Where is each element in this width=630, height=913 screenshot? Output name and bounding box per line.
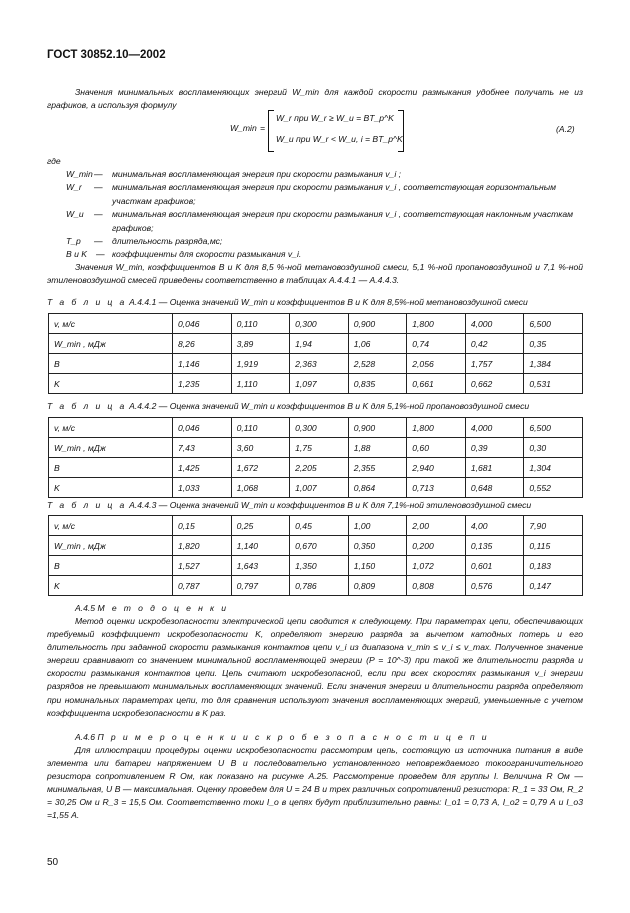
table-row <box>49 516 583 536</box>
table-cell: 4,000 <box>465 314 524 334</box>
formula-line-2: W_и при W_r < W_и, i = BT_p^K <box>276 134 403 144</box>
table-cell: 0,110 <box>231 314 290 334</box>
definitions-list <box>66 168 586 262</box>
table-cell: 2,363 <box>290 354 349 374</box>
table-cell: 0,110 <box>231 418 290 438</box>
caption-label: Т а б л и ц а <box>47 297 127 307</box>
table-cell: 1,150 <box>348 556 407 576</box>
table-2 <box>48 417 583 498</box>
table-cell: v, м/с <box>49 418 173 438</box>
definition-symbol: T_p <box>66 236 81 247</box>
table-cell: 0,797 <box>231 576 290 596</box>
table-row <box>49 418 583 438</box>
table-cell: 0,183 <box>524 556 583 576</box>
table-cell: 1,88 <box>348 438 407 458</box>
caption-text: А.4.4.1 — Оценка значений W_min и коэффициентов B и K для 8,5%-ной метановоздушной смеси <box>129 297 528 307</box>
table-cell: 1,919 <box>231 354 290 374</box>
table-cell: 2,056 <box>407 354 466 374</box>
formula-right-brace <box>398 110 404 152</box>
section-a46-heading <box>47 731 583 744</box>
section-a46-text: Для иллюстрации процедуры оценки искробезопасности рассмотрим цепь, состоящую из источника питания в виде элемента или батареи напряжением U B и последовательно установленного неповреждаемого токоограничительного резистора сопротивлением R Ом, как показано на рисунке А.25. Рассмотрение проведем для группы I. Величина R Ом — минимальная, U B — максимальная. Оценку проведем для U = 24 B и трех различных сопротивлений резистора: R_1 = 33 Ом, R_2 = 30,25 Ом и R_3 = 15,5 Ом. Соответственно токи I_o в цепях будут приблизительно равны: I_o1 = 0,73 А, I_o2 = 0,79 А и I_o3 =1,55 А. <box>47 745 583 821</box>
table-cell: W_min , мДж <box>49 438 173 458</box>
table-cell: 0,74 <box>407 334 466 354</box>
table-1-caption <box>47 297 587 307</box>
table-cell: 3,60 <box>231 438 290 458</box>
table-cell: K <box>49 576 173 596</box>
section-title: П р и м е р о ц е н к и и с к р о б е з о п а с н о с т и ц е п и <box>97 732 489 742</box>
table-cell: 0,35 <box>524 334 583 354</box>
table-cell: 0,900 <box>348 314 407 334</box>
table-cell: B <box>49 556 173 576</box>
table-cell: 1,033 <box>173 478 232 498</box>
definition-dash: — <box>96 249 105 260</box>
table-row <box>49 374 583 394</box>
definition-text: минимальная воспламеняющая энергия при скорости размыкания v_i , соответствующая горизонтальным участкам графиков; <box>112 182 556 206</box>
table-cell: 0,808 <box>407 576 466 596</box>
table-cell: 1,75 <box>290 438 349 458</box>
table-cell: 1,097 <box>290 374 349 394</box>
table-cell: 1,350 <box>290 556 349 576</box>
table-cell: 0,662 <box>465 374 524 394</box>
table-cell: 0,15 <box>173 516 232 536</box>
table-cell: 6,500 <box>524 314 583 334</box>
table-cell: 2,00 <box>407 516 466 536</box>
table-cell: 1,672 <box>231 458 290 478</box>
table-cell: 1,757 <box>465 354 524 374</box>
section-number: А.4.5 <box>75 603 96 613</box>
table-cell: 0,60 <box>407 438 466 458</box>
table-cell: 1,146 <box>173 354 232 374</box>
table-cell: 0,300 <box>290 314 349 334</box>
table-cell: 0,576 <box>465 576 524 596</box>
table-cell: 2,205 <box>290 458 349 478</box>
table-cell: 0,786 <box>290 576 349 596</box>
table-cell: 1,681 <box>465 458 524 478</box>
table-2-caption <box>47 401 587 411</box>
table-cell: 4,00 <box>465 516 524 536</box>
table-cell: 1,800 <box>407 314 466 334</box>
table-cell: 0,350 <box>348 536 407 556</box>
table-cell: 1,384 <box>524 354 583 374</box>
definition-item <box>66 168 586 181</box>
definition-text: минимальная воспламеняющая энергия при скорости размыкания v_i , соответствующая наклонным участкам графиков; <box>112 209 574 233</box>
table-3 <box>48 515 583 596</box>
table-cell: 0,864 <box>348 478 407 498</box>
table-cell: 1,140 <box>231 536 290 556</box>
table-row <box>49 354 583 374</box>
table-cell: 0,147 <box>524 576 583 596</box>
table-cell: 2,355 <box>348 458 407 478</box>
table-cell: 1,527 <box>173 556 232 576</box>
definition-dash: — <box>94 236 103 247</box>
caption-label: Т а б л и ц а <box>47 500 127 510</box>
table-cell: 1,06 <box>348 334 407 354</box>
formula-equals: = <box>260 123 266 133</box>
definition-dash: — <box>94 169 103 179</box>
caption-label: Т а б л и ц а <box>47 401 127 411</box>
table-cell: 1,425 <box>173 458 232 478</box>
table-cell: B <box>49 458 173 478</box>
definition-item <box>66 248 586 261</box>
table-cell: 2,940 <box>407 458 466 478</box>
table-cell: 3,89 <box>231 334 290 354</box>
table-cell: 0,900 <box>348 418 407 438</box>
table-row <box>49 458 583 478</box>
formula-left-brace <box>268 110 274 152</box>
document-header: ГОСТ 30852.10—2002 <box>47 49 166 61</box>
table-cell: 1,110 <box>231 374 290 394</box>
table-cell: 1,800 <box>407 418 466 438</box>
table-cell: 6,500 <box>524 418 583 438</box>
table-cell: 1,820 <box>173 536 232 556</box>
table-row <box>49 556 583 576</box>
table-cell: 0,601 <box>465 556 524 576</box>
table-cell: 8,26 <box>173 334 232 354</box>
table-cell: 7,90 <box>524 516 583 536</box>
table-cell: 1,94 <box>290 334 349 354</box>
table-cell: v, м/с <box>49 516 173 536</box>
definition-symbol: W_min <box>66 169 93 179</box>
table-cell: 0,200 <box>407 536 466 556</box>
table-cell: 0,809 <box>348 576 407 596</box>
table-cell: 0,25 <box>231 516 290 536</box>
table-1 <box>48 313 583 394</box>
table-row <box>49 478 583 498</box>
table-cell: B <box>49 354 173 374</box>
formula-number: (А.2) <box>556 124 575 134</box>
table-cell: 0,300 <box>290 418 349 438</box>
table-3-caption <box>47 500 587 510</box>
definition-dash: — <box>94 182 103 193</box>
table-cell: 0,39 <box>465 438 524 458</box>
section-number: А.4.6 <box>75 732 96 742</box>
table-cell: 1,643 <box>231 556 290 576</box>
section-a45-heading <box>47 602 583 615</box>
values-note: Значения W_min, коэффициентов B и K для 8,5 %-ной метановоздушной смеси, 5,1 %-ной пропановоздушной и 7,1 %-ной этиленовоздушной смесей приведены соответственно в таблицах А.4.4.1 — А.4.4.3. <box>47 262 583 286</box>
table-cell: 7,43 <box>173 438 232 458</box>
formula-a2 <box>230 108 430 150</box>
table-cell: 0,661 <box>407 374 466 394</box>
table-cell: 1,235 <box>173 374 232 394</box>
intro-paragraph: Значения минимальных воспламеняющих энергий W_min для каждой скорости размыкания удобнее получать не из графиков, а используя формулу <box>47 87 583 111</box>
table-cell: 4,000 <box>465 418 524 438</box>
table-cell: 0,30 <box>524 438 583 458</box>
definition-text: длительность разряда,мс; <box>112 236 223 247</box>
table-cell: 0,45 <box>290 516 349 536</box>
table-cell: v, м/с <box>49 314 173 334</box>
table-cell: 1,00 <box>348 516 407 536</box>
table-cell: 0,115 <box>524 536 583 556</box>
table-cell: 2,528 <box>348 354 407 374</box>
definition-text: минимальная воспламеняющая энергия при скорости размыкания v_i ; <box>112 169 402 179</box>
where-label: где <box>47 156 61 166</box>
table-row <box>49 438 583 458</box>
caption-text: А.4.4.2 — Оценка значений W_min и коэффициентов B и K для 5,1%-ной пропановоздушной смеси <box>129 401 530 411</box>
table-row <box>49 334 583 354</box>
table-cell: 0,648 <box>465 478 524 498</box>
section-a45-text: Метод оценки искробезопасности электрической цепи сводится к следующему. При параметрах цепи, обеспечивающих требуемый коэффициент искробезопасности K, определяют энергию разряда за вычетом катодных потерь и его длительность при заданной скорости размыкания контактов цепи v_i из диапазона v_min ≤ v_i ≤ v_max. Полученное значение энергии сравнивают со значением минимальной воспламеняющей энергии (P = 10^-3) при такой же длительности разряда и скорости размыкания контактов цепи. Цепь считают искробезопасной, если при всех скоростях размыкания v_i энергии разрядов не превышают минимальных воспламеняющих значений. Если значения энергии и длительности разряда определяют при номинальных параметрах цепи, то для сравнения используют значения воспламеняющих энергий, уменьшенные с учетом коэффициента искробезопасности в K раз. <box>47 616 583 718</box>
table-cell: 0,787 <box>173 576 232 596</box>
table-cell: 0,670 <box>290 536 349 556</box>
page-number: 50 <box>47 857 59 868</box>
caption-text: А.4.4.3 — Оценка значений W_min и коэффициентов B и K для 7,1%-ной этиленовоздушной смеси <box>129 500 532 510</box>
table-cell: 1,072 <box>407 556 466 576</box>
table-cell: 0,835 <box>348 374 407 394</box>
section-title: М е т о д о ц е н к и <box>97 603 229 613</box>
table-cell: K <box>49 478 173 498</box>
table-cell: 0,135 <box>465 536 524 556</box>
definition-symbol: W_и <box>66 209 84 220</box>
table-cell: 0,552 <box>524 478 583 498</box>
table-cell: W_min , мДж <box>49 536 173 556</box>
table-row <box>49 536 583 556</box>
table-cell: 0,531 <box>524 374 583 394</box>
table-cell: W_min , мДж <box>49 334 173 354</box>
definition-item <box>66 235 586 248</box>
table-cell: K <box>49 374 173 394</box>
formula-lhs: W_min <box>230 123 257 133</box>
definition-symbol: B и K <box>66 249 88 260</box>
table-cell: 0,713 <box>407 478 466 498</box>
table-cell: 1,068 <box>231 478 290 498</box>
definition-dash: — <box>94 209 103 220</box>
definition-item <box>66 181 586 208</box>
definition-text: коэффициенты для скорости размыкания v_i. <box>112 249 302 260</box>
table-cell: 1,304 <box>524 458 583 478</box>
table-row <box>49 314 583 334</box>
definition-item <box>66 208 586 235</box>
formula-line-1: W_r при W_r ≥ W_и = BT_p^K <box>276 113 394 123</box>
definition-symbol: W_r <box>66 182 82 193</box>
table-cell: 0,42 <box>465 334 524 354</box>
table-cell: 0,046 <box>173 418 232 438</box>
table-cell: 1,007 <box>290 478 349 498</box>
table-row <box>49 576 583 596</box>
table-cell: 0,046 <box>173 314 232 334</box>
